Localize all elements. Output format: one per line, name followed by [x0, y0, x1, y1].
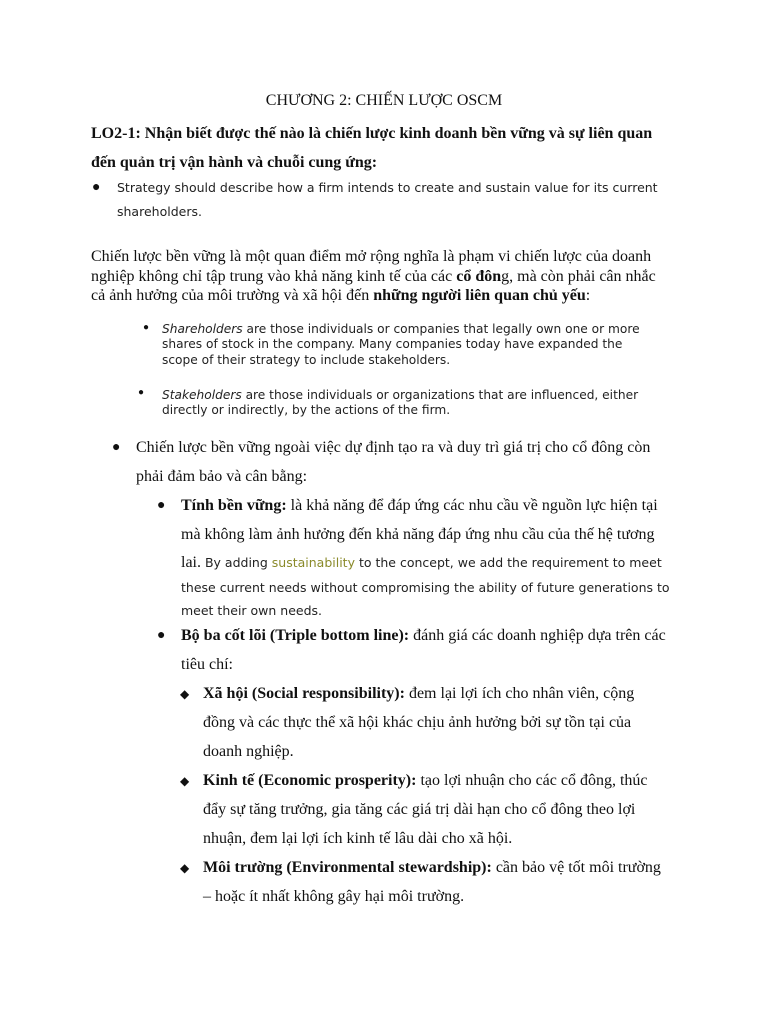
economic-line-1: Kinh tế (Economic prosperity): tạo lợi nhuận cho các cổ đông, thúc — [203, 772, 648, 789]
strategy-definition-bullet — [117, 176, 717, 224]
sustainability-line-4: these current needs without compromising the ability of future generations to — [181, 580, 670, 595]
para-line-2: nghiệp không chỉ tập trung vào khả năng kinh tế của các cổ đông, mà còn phải cân nhắc — [91, 267, 656, 285]
strategy-line-1: Strategy should describe how a firm intends to create and sustain value for its current — [117, 180, 658, 195]
para-line-3: cả ảnh hưởng của môi trường và xã hội đến những người liên quan chủ yếu: — [91, 287, 591, 304]
sustainable-strategy-paragraph — [91, 247, 711, 306]
shareholders-line-2: shares of stock in the company. Many companies today have expanded the — [162, 337, 623, 352]
bullet-icon: ● — [92, 180, 101, 195]
economic-prosperity-item — [203, 766, 703, 853]
environmental-stewardship-item — [203, 853, 703, 911]
learning-objective-heading — [91, 119, 691, 177]
bullet-icon: ● — [157, 498, 166, 513]
sustainable-strategy-bullet — [136, 433, 716, 491]
main-bullet-line-2: phải đảm bảo và cân bằng: — [136, 468, 308, 485]
sustainability-item — [181, 491, 701, 622]
shareholders-definition — [162, 322, 702, 368]
diamond-bullet-icon: ◆ — [180, 687, 190, 701]
economic-line-3: nhuận, đem lại lợi ích kinh tế lâu dài cho xã hội. — [203, 830, 513, 847]
social-responsibility-item — [203, 679, 703, 766]
shareholders-line-1: Shareholders are those individuals or companies that legally own one or more — [162, 322, 640, 336]
tbl-line-2: tiêu chí: — [181, 656, 233, 673]
bullet-icon: ● — [143, 322, 150, 333]
stakeholders-definition — [162, 388, 702, 419]
social-line-3: doanh nghiệp. — [203, 743, 294, 760]
sustainability-line-5: meet their own needs. — [181, 603, 323, 618]
bullet-icon: ● — [138, 387, 145, 398]
sustainability-line-2: mà không làm ảnh hưởng đến khả năng đáp ứng nhu cầu của thế hệ tương — [181, 526, 655, 543]
diamond-bullet-icon: ◆ — [180, 861, 190, 875]
sustainability-line-1: Tính bền vững: là khả năng để đáp ứng các nhu cầu về nguồn lực hiện tại — [181, 497, 658, 514]
social-line-2: đồng và các thực thể xã hội khác chịu ảnh hưởng bởi sự tồn tại của — [203, 714, 632, 731]
diamond-bullet-icon: ◆ — [180, 774, 190, 788]
bullet-icon: ● — [112, 440, 121, 455]
bullet-icon: ● — [157, 628, 166, 643]
sustainability-term: sustainability — [271, 555, 355, 570]
environment-line-2: – hoặc ít nhất không gây hại môi trường. — [203, 888, 465, 905]
shareholders-line-3: scope of their strategy to include stakeholders. — [162, 352, 451, 367]
chapter-title: CHƯƠNG 2: CHIẾN LƯỢC OSCM — [265, 92, 503, 109]
tbl-line-1: Bộ ba cốt lõi (Triple bottom line): đánh giá các doanh nghiệp dựa trên các — [181, 627, 666, 644]
economic-line-2: đẩy sự tăng trưởng, gia tăng các giá trị dài hạn cho cổ đông theo lợi — [203, 801, 636, 818]
sustainability-line-3: lai. By adding sustainability to the concept, we add the requirement to meet — [181, 554, 662, 571]
main-bullet-line-1: Chiến lược bền vững ngoài việc dự định tạo ra và duy trì giá trị cho cổ đông còn — [136, 439, 651, 456]
strategy-line-2: shareholders. — [117, 204, 202, 219]
stakeholders-line-1: Stakeholders are those individuals or organizations that are influenced, either — [162, 388, 639, 402]
stakeholders-line-2: directly or indirectly, by the actions of the firm. — [162, 403, 451, 418]
para-line-1: Chiến lược bền vững là một quan điểm mở rộng nghĩa là phạm vi chiến lược của doanh — [91, 248, 652, 265]
lo-line-2: đến quản trị vận hành và chuỗi cung ứng: — [91, 154, 378, 171]
triple-bottom-line-item — [181, 621, 701, 679]
lo-line-1: LO2-1: Nhận biết được thế nào là chiến lược kinh doanh bền vững và sự liên quan — [91, 125, 653, 142]
environment-line-1: Môi trường (Environmental stewardship): cần bảo vệ tốt môi trường — [203, 859, 661, 876]
social-line-1: Xã hội (Social responsibility): đem lại lợi ích cho nhân viên, cộng — [203, 685, 635, 702]
